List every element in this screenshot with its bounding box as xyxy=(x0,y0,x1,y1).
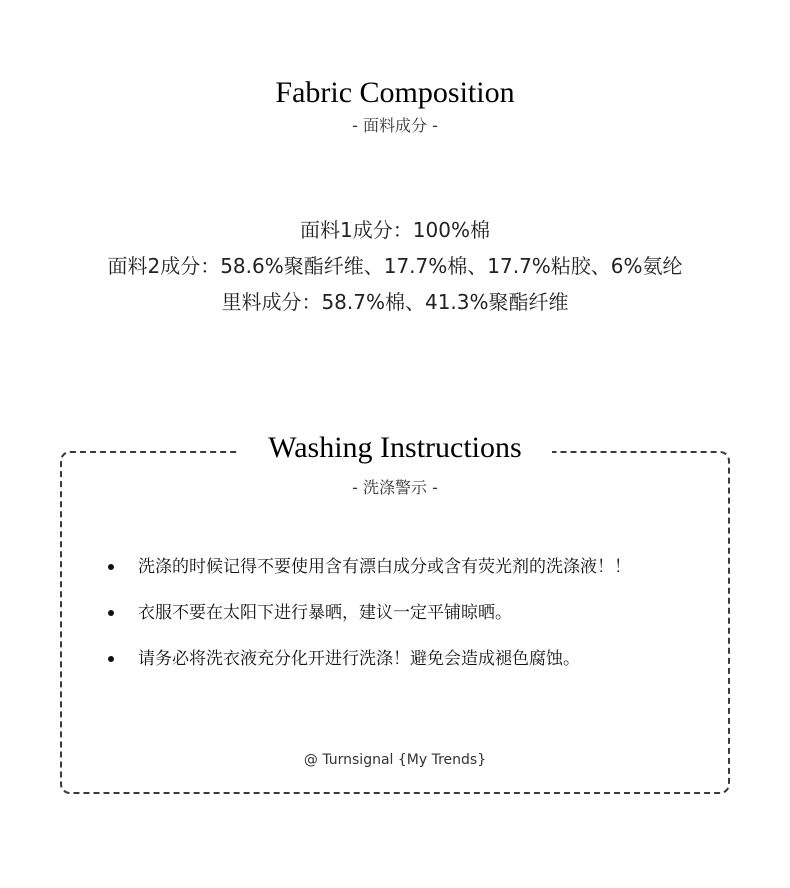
bullet-icon xyxy=(108,564,114,570)
washing-instructions-subtitle: - 洗涤警示 - xyxy=(352,478,438,497)
fabric-composition-title: Fabric Composition xyxy=(275,76,515,109)
instruction-text: 洗涤的时候记得不要使用含有漂白成分或含有荧光剂的洗涤液！！ xyxy=(138,557,631,577)
washing-instructions-title: Washing Instructions xyxy=(238,428,551,468)
list-item xyxy=(108,642,708,688)
washing-instructions-list xyxy=(108,550,708,688)
list-item xyxy=(108,596,708,642)
brand-footer: @ Turnsignal {My Trends} xyxy=(303,752,487,768)
washing-title-wrapper xyxy=(0,428,790,468)
instruction-text: 衣服不要在太阳下进行暴晒，建议一定平铺晾晒。 xyxy=(138,603,512,623)
bullet-icon xyxy=(108,610,114,616)
fabric-composition-subtitle: - 面料成分 - xyxy=(352,116,438,135)
fabric-composition-list xyxy=(0,212,790,320)
composition-line-fabric-2: 面料2成分：58.6%聚酯纤维、17.7%棉、17.7%粘胶、6%氨纶 xyxy=(107,254,683,278)
composition-line-lining: 里料成分：58.7%棉、41.3%聚酯纤维 xyxy=(221,290,569,314)
composition-line-fabric-1: 面料1成分：100%棉 xyxy=(300,218,490,242)
bullet-icon xyxy=(108,656,114,662)
instruction-text: 请务必将洗衣液充分化开进行洗涤！避免会造成褪色腐蚀。 xyxy=(138,649,580,669)
list-item xyxy=(108,550,708,596)
